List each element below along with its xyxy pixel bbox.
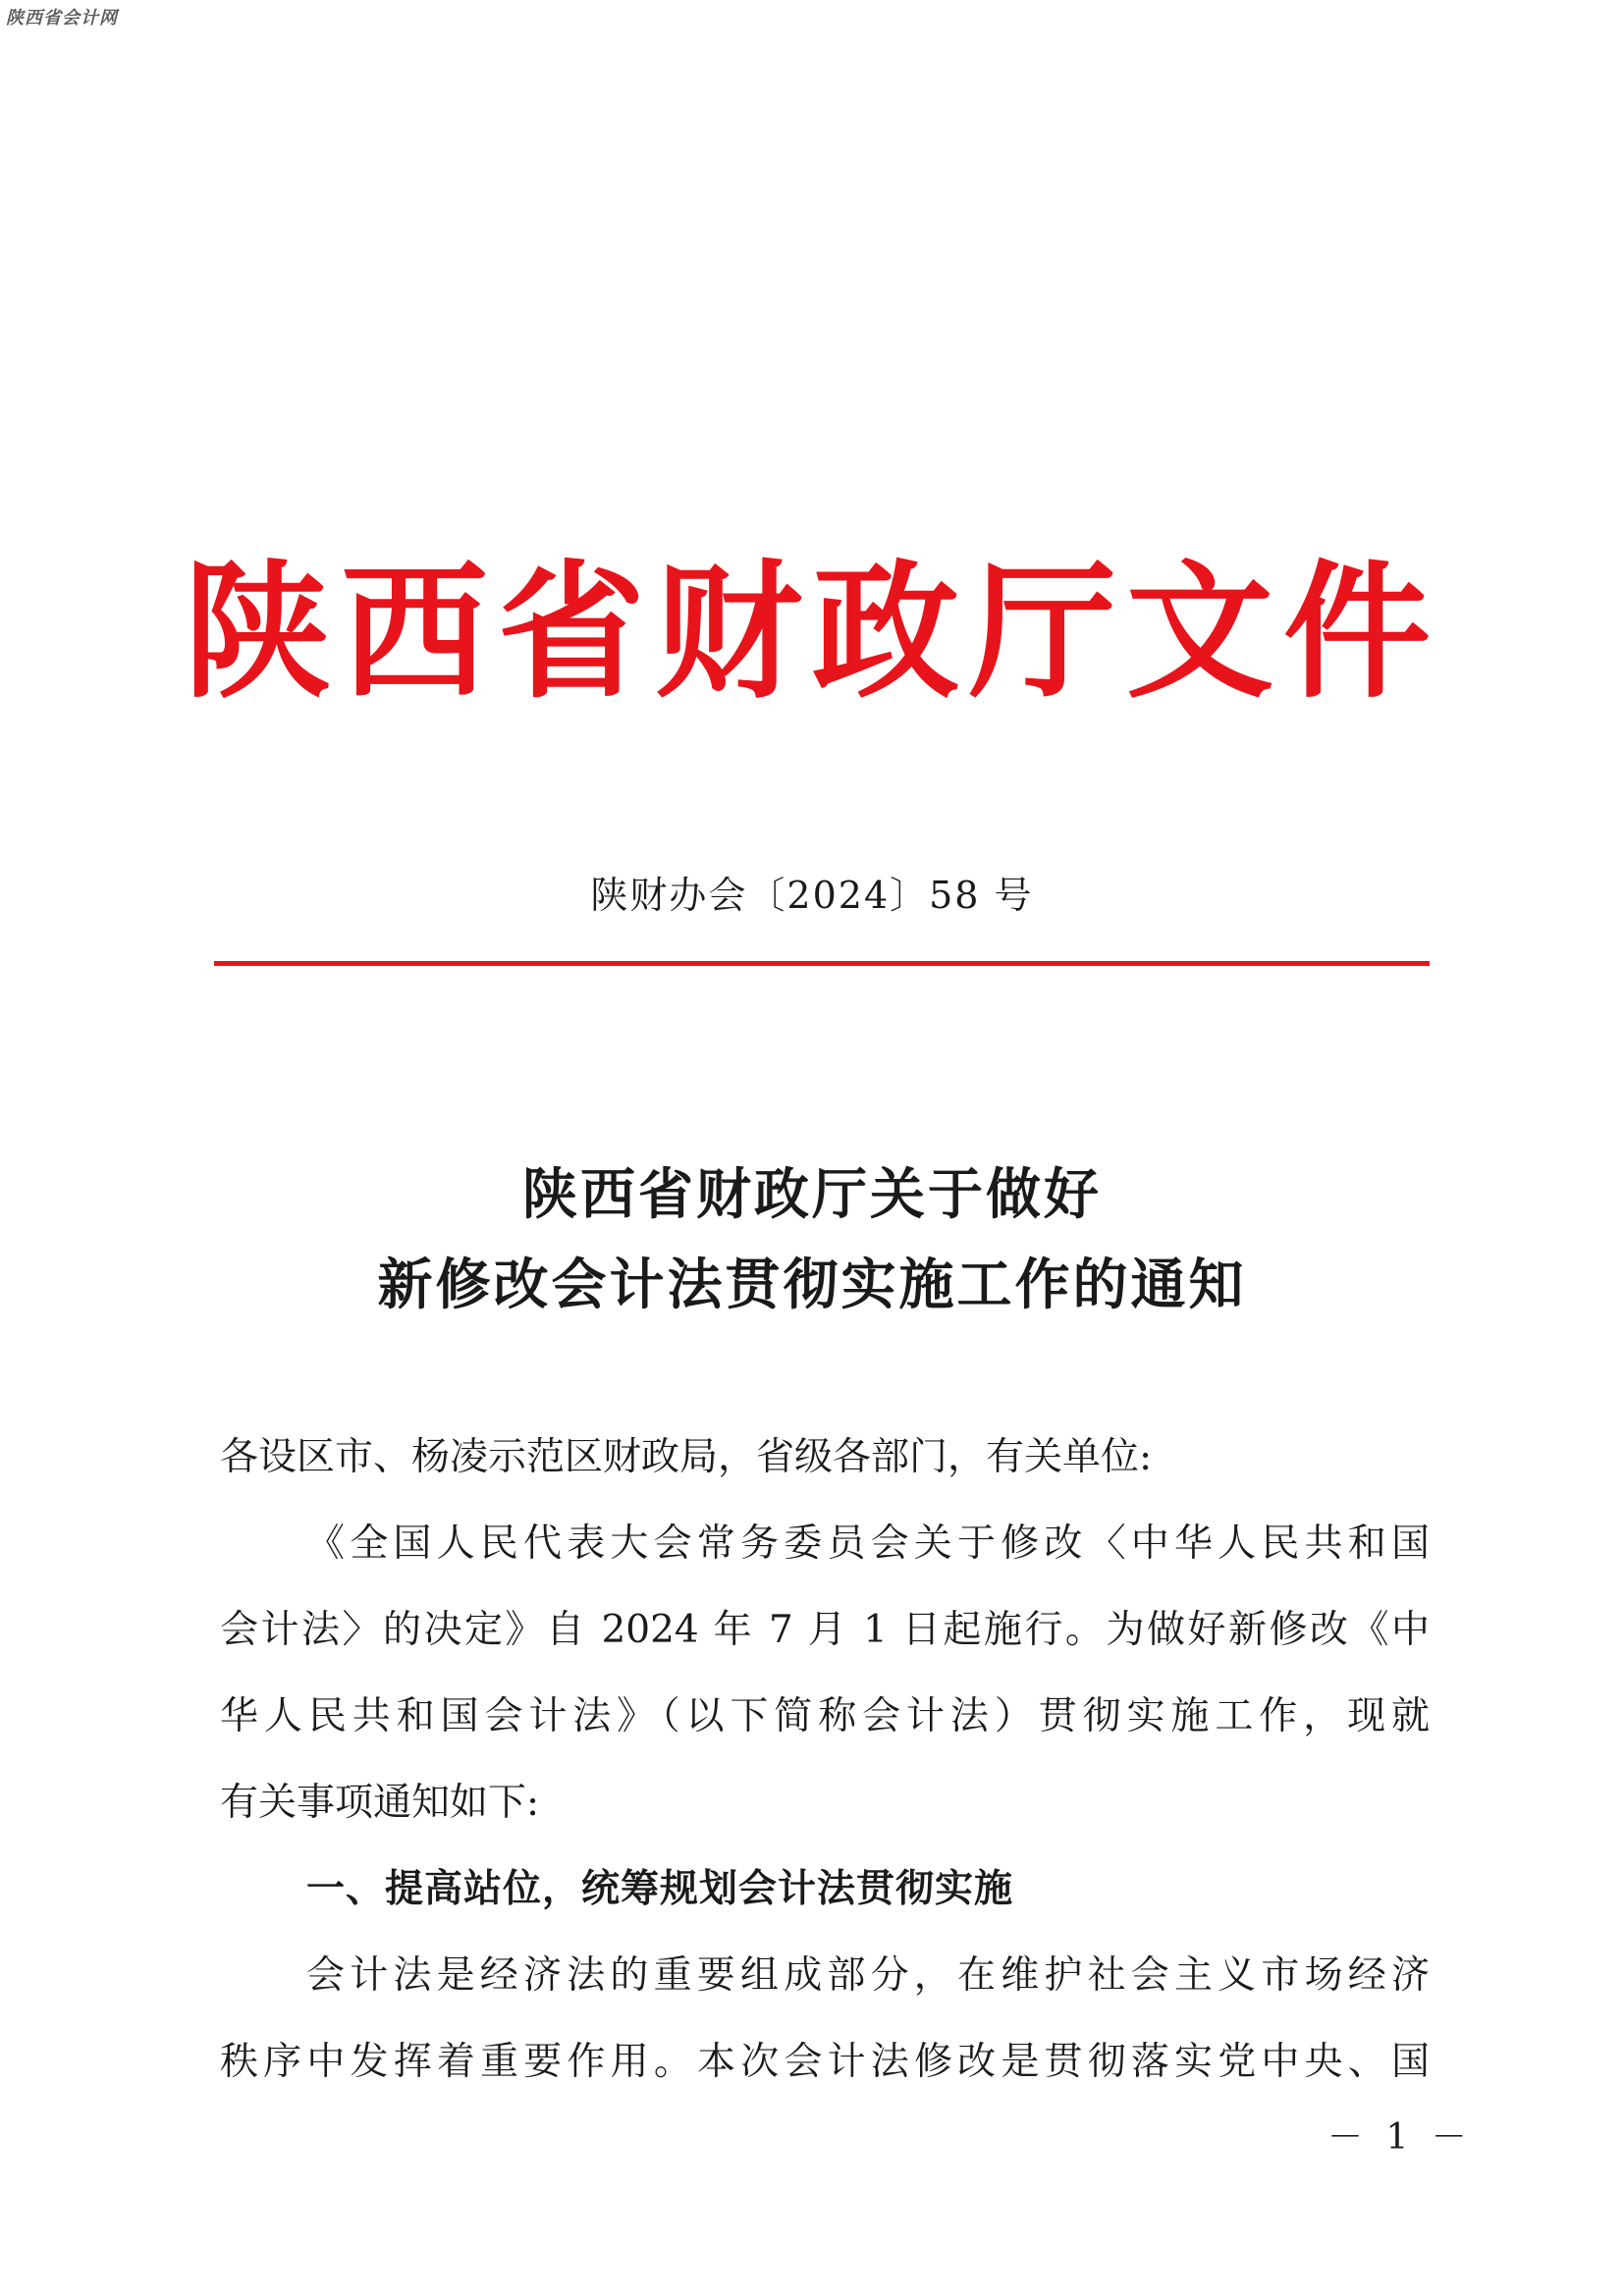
addressee: 各设区市、杨凌示范区财政局，省级各部门，有关单位: xyxy=(220,1435,1153,1479)
notice-title-line-1: 陕西省财政厅关于做好 xyxy=(522,1163,1102,1227)
watermark-text: 陕西省会计网 xyxy=(6,8,118,28)
document-number: 陕财办会〔2024〕58 号 xyxy=(590,874,1034,917)
paragraph-1-line-3: 华人民共和国会计法》（以下简称会计法）贯彻实施工作，现就 xyxy=(220,1694,1430,1738)
page-number: － 1 － xyxy=(1327,2117,1473,2158)
notice-title-line-2: 新修改会计法贯彻实施工作的通知 xyxy=(377,1254,1247,1317)
paragraph-1-line-1: 《全国人民代表大会常务委员会关于修改〈中华人民共和国 xyxy=(306,1522,1430,1566)
paragraph-2-line-1: 会计法是经济法的重要组成部分，在维护社会主义市场经济 xyxy=(306,1953,1430,1998)
paragraph-2-line-2: 秩序中发挥着重要作用。本次会计法修改是贯彻落实党中央、国 xyxy=(220,2040,1430,2084)
section-1-heading: 一、提高站位，统筹规划会计法贯彻实施 xyxy=(306,1867,1014,1911)
document-header-title: 陕西省财政厅文件 xyxy=(183,548,1440,719)
header-red-rule xyxy=(214,961,1430,966)
paragraph-1-line-4: 有关事项通知如下: xyxy=(220,1781,540,1825)
paragraph-1-line-2: 会计法〉的决定》自 2024 年 7 月 1 日起施行。为做好新修改《中 xyxy=(220,1608,1430,1652)
